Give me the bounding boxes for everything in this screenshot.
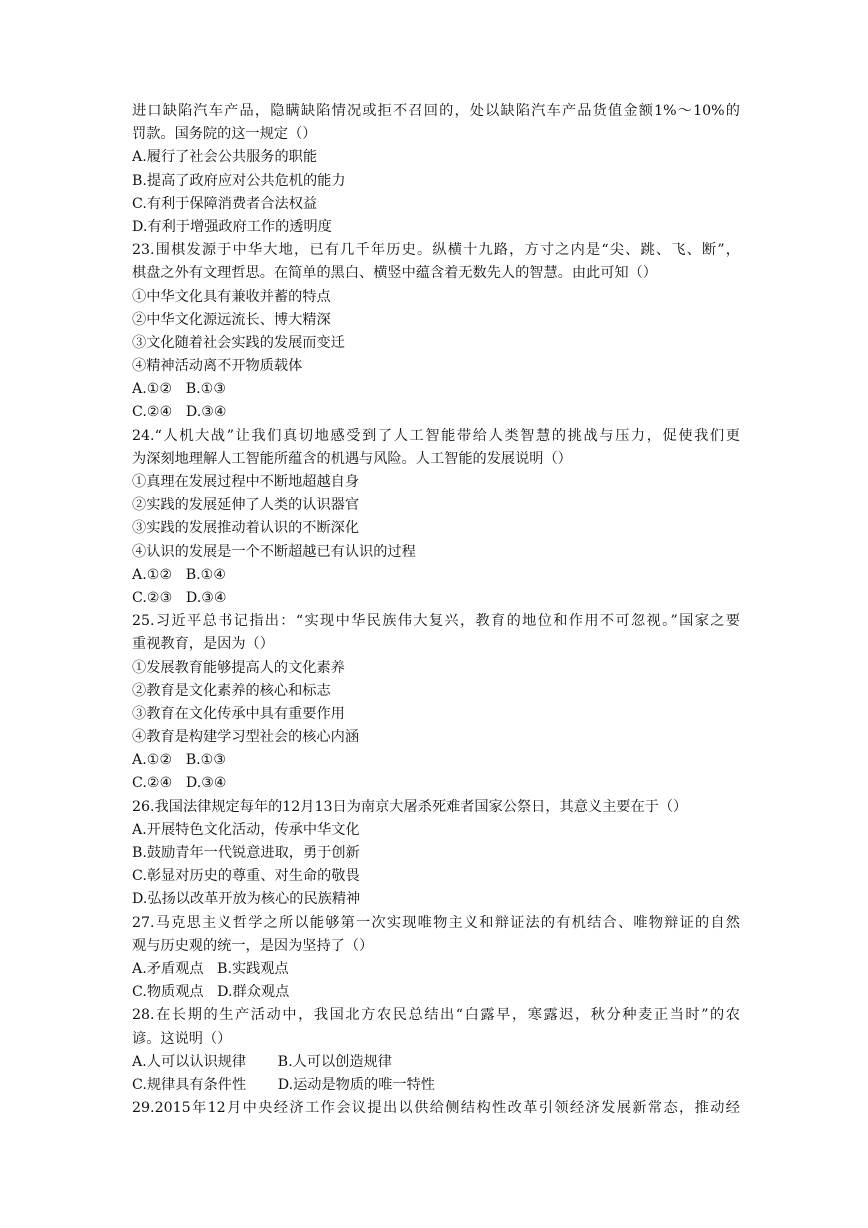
option-line: C.②④ D.③④ xyxy=(132,775,227,792)
statement-line: ②实践的发展延伸了人类的认识器官 xyxy=(132,497,360,514)
option-line: A.履行了社会公共服务的职能 xyxy=(132,149,318,166)
option-line: D.弘扬以改革开放为核心的民族精神 xyxy=(132,891,361,908)
question-27-line: 27.马克思主义哲学之所以能够第一次实现唯物主义和辩证法的有机结合、唯物辩证的自然 xyxy=(132,914,740,931)
question-26-line: 26.我国法律规定每年的12月13日为南京大屠杀死难者国家公祭日，其意义主要在于（） xyxy=(132,798,688,815)
text-line: 进口缺陷汽车产品，隐瞒缺陷情况或拒不召回的，处以缺陷汽车产品货值金额1%～10%的 xyxy=(132,103,740,119)
question-24-line: 24.“人机大战”让我们真切地感受到了人工智能带给人类智慧的挑战与压力，促使我们更 xyxy=(132,427,740,444)
statement-line: ③实践的发展推动着认识的不断深化 xyxy=(132,520,360,537)
text-line: 罚款。国务院的这一规定（） xyxy=(132,126,317,143)
statement-line: ④精神活动离不开物质载体 xyxy=(132,358,303,375)
statement-line: ④教育是构建学习型社会的核心内涵 xyxy=(132,729,360,746)
question-23-line: 23.围棋发源于中华大地，已有几千年历史。纵横十九路，方寸之内是“尖、跳、飞、断”， xyxy=(132,242,740,259)
option-line: C.物质观点 D.群众观点 xyxy=(132,984,290,1001)
option-line: A.矛盾观点 B.实践观点 xyxy=(132,960,289,977)
option-line: A.①② B.①④ xyxy=(132,566,227,583)
statement-line: ①发展教育能够提高人的文化素养 xyxy=(132,659,345,676)
option-line: C.②③ D.③④ xyxy=(132,589,227,606)
document-page xyxy=(132,100,740,1120)
option-line: B.提高了政府应对公共危机的能力 xyxy=(132,172,346,189)
option-line: A.①② B.①③ xyxy=(132,381,227,398)
statement-line: ①中华文化具有兼收并蓄的特点 xyxy=(132,288,331,305)
option-line: B.鼓励青年一代锐意进取，勇于创新 xyxy=(132,845,360,861)
question-25-line: 25.习近平总书记指出：“实现中华民族伟大复兴，教育的地位和作用不可忽视。”国家之要 xyxy=(132,613,740,630)
statement-line: ①真理在发展过程中不断地超越自身 xyxy=(132,474,360,490)
statement-line: ②教育是文化素养的核心和标志 xyxy=(132,682,331,699)
option-line: A.开展特色文化活动，传承中华文化 xyxy=(132,821,360,838)
question-27-line: 观与历史观的统一，是因为坚持了（） xyxy=(132,937,374,954)
statement-line: ③教育在文化传承中具有重要作用 xyxy=(132,705,345,722)
statement-line: ④认识的发展是一个不断超越已有认识的过程 xyxy=(132,543,416,560)
option-line: A.①② B.①③ xyxy=(132,752,227,769)
question-24-line: 为深刻地理解人工智能所蕴含的机遇与风险。人工智能的发展说明（） xyxy=(132,450,572,467)
question-28-line: 28.在长期的生产活动中，我国北方农民总结出“白露早，寒露迟，秋分种麦正当时”的农 xyxy=(132,1007,740,1024)
option-line: C.彰显对历史的尊重、对生命的敬畏 xyxy=(132,868,360,885)
question-28-line: 谚。这说明（） xyxy=(132,1030,232,1047)
question-29-line: 29.2015年12月中央经济工作会议提出以供给侧结构性改革引领经济发展新常态，推动经 xyxy=(132,1100,740,1117)
option-line: C.②④ D.③④ xyxy=(132,404,227,421)
question-23-line: 棋盘之外有文理哲思。在简单的黑白、横竖中蕴含着无数先人的智慧。由此可知（） xyxy=(132,265,657,282)
statement-line: ②中华文化源远流长、博大精深 xyxy=(132,311,331,328)
option-line: C.有利于保障消费者合法权益 xyxy=(132,195,318,212)
option-line: A.人可以认识规律 B.人可以创造规律 xyxy=(132,1053,392,1070)
option-line: D.有利于增强政府工作的透明度 xyxy=(132,218,332,235)
statement-line: ③文化随着社会实践的发展而变迁 xyxy=(132,334,345,351)
option-line: C.规律具有条件性 D.运动是物质的唯一特性 xyxy=(132,1076,435,1093)
question-25-line: 重视教育，是因为（） xyxy=(132,636,274,653)
